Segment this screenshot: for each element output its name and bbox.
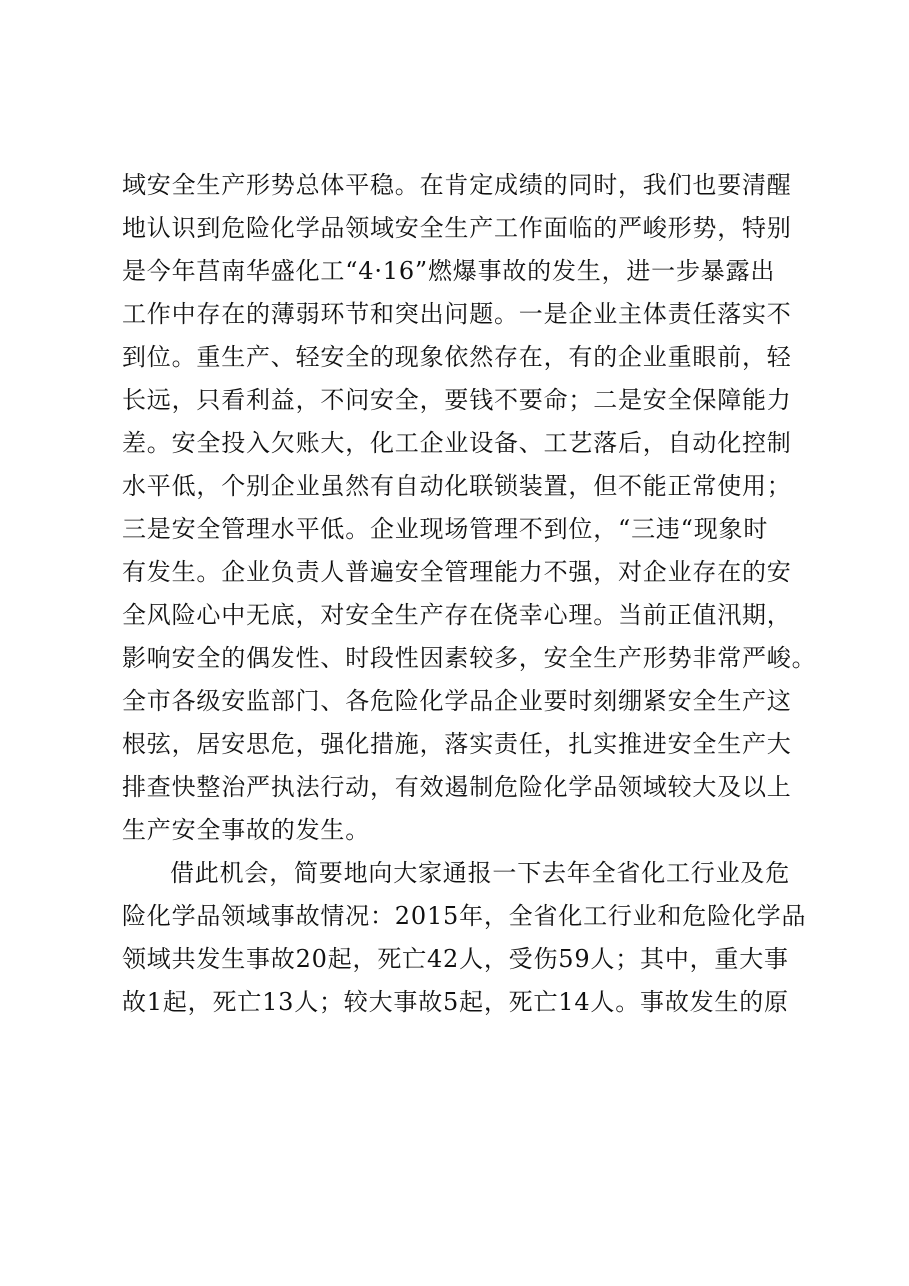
text-line: 水平低，个别企业虽然有自动化联锁装置，但不能正常使用；: [122, 472, 792, 500]
text-line: 根弦，居安思危，强化措施，落实责任，扎实推进安全生产大: [122, 730, 792, 758]
text-line: 有发生。企业负责人普遍安全管理能力不强，对企业存在的安: [122, 558, 792, 586]
text-line: 领域共发生事故20起，死亡42人，受伤59人；其中，重大事: [122, 945, 789, 973]
text-line: 差。安全投入欠账大，化工企业设备、工艺落后，自动化控制: [122, 429, 792, 457]
text-line: 三是安全管理水平低。企业现场管理不到位，“三违“现象时: [122, 515, 769, 543]
text-line: 工作中存在的薄弱环节和突出问题。一是企业主体责任落实不: [122, 300, 792, 328]
body-text: [122, 164, 822, 1024]
paragraph-start-line: 借此机会，简要地向大家通报一下去年全省化工行业及危: [170, 859, 790, 887]
text-line: 生产安全事故的发生。: [122, 816, 370, 844]
text-line: 故1起，死亡13人；较大事故5起，死亡14人。事故发生的原: [122, 988, 789, 1016]
text-line: 长远，只看利益，不问安全，要钱不要命；二是安全保障能力: [122, 386, 792, 414]
text-line: 影响安全的偶发性、时段性因素较多，安全生产形势非常严峻。: [122, 644, 817, 672]
text-line: 险化学品领域事故情况：2015年，全省化工行业和危险化学品: [122, 902, 807, 930]
text-line: 域安全生产形势总体平稳。在肯定成绩的同时，我们也要清醒: [122, 171, 792, 199]
text-line: 全风险心中无底，对安全生产存在侥幸心理。当前正值汛期，: [122, 601, 792, 629]
text-line: 排查快整治严执法行动，有效遏制危险化学品领域较大及以上: [122, 773, 792, 801]
text-line: 是今年莒南华盛化工“4·16”燃爆事故的发生，进一步暴露出: [122, 257, 776, 285]
text-line: 到位。重生产、轻安全的现象依然存在，有的企业重眼前，轻: [122, 343, 792, 371]
text-line: 地认识到危险化学品领域安全生产工作面临的严峻形势，特别: [122, 214, 792, 242]
text-line: 全市各级安监部门、各危险化学品企业要时刻绷紧安全生产这: [122, 687, 792, 715]
